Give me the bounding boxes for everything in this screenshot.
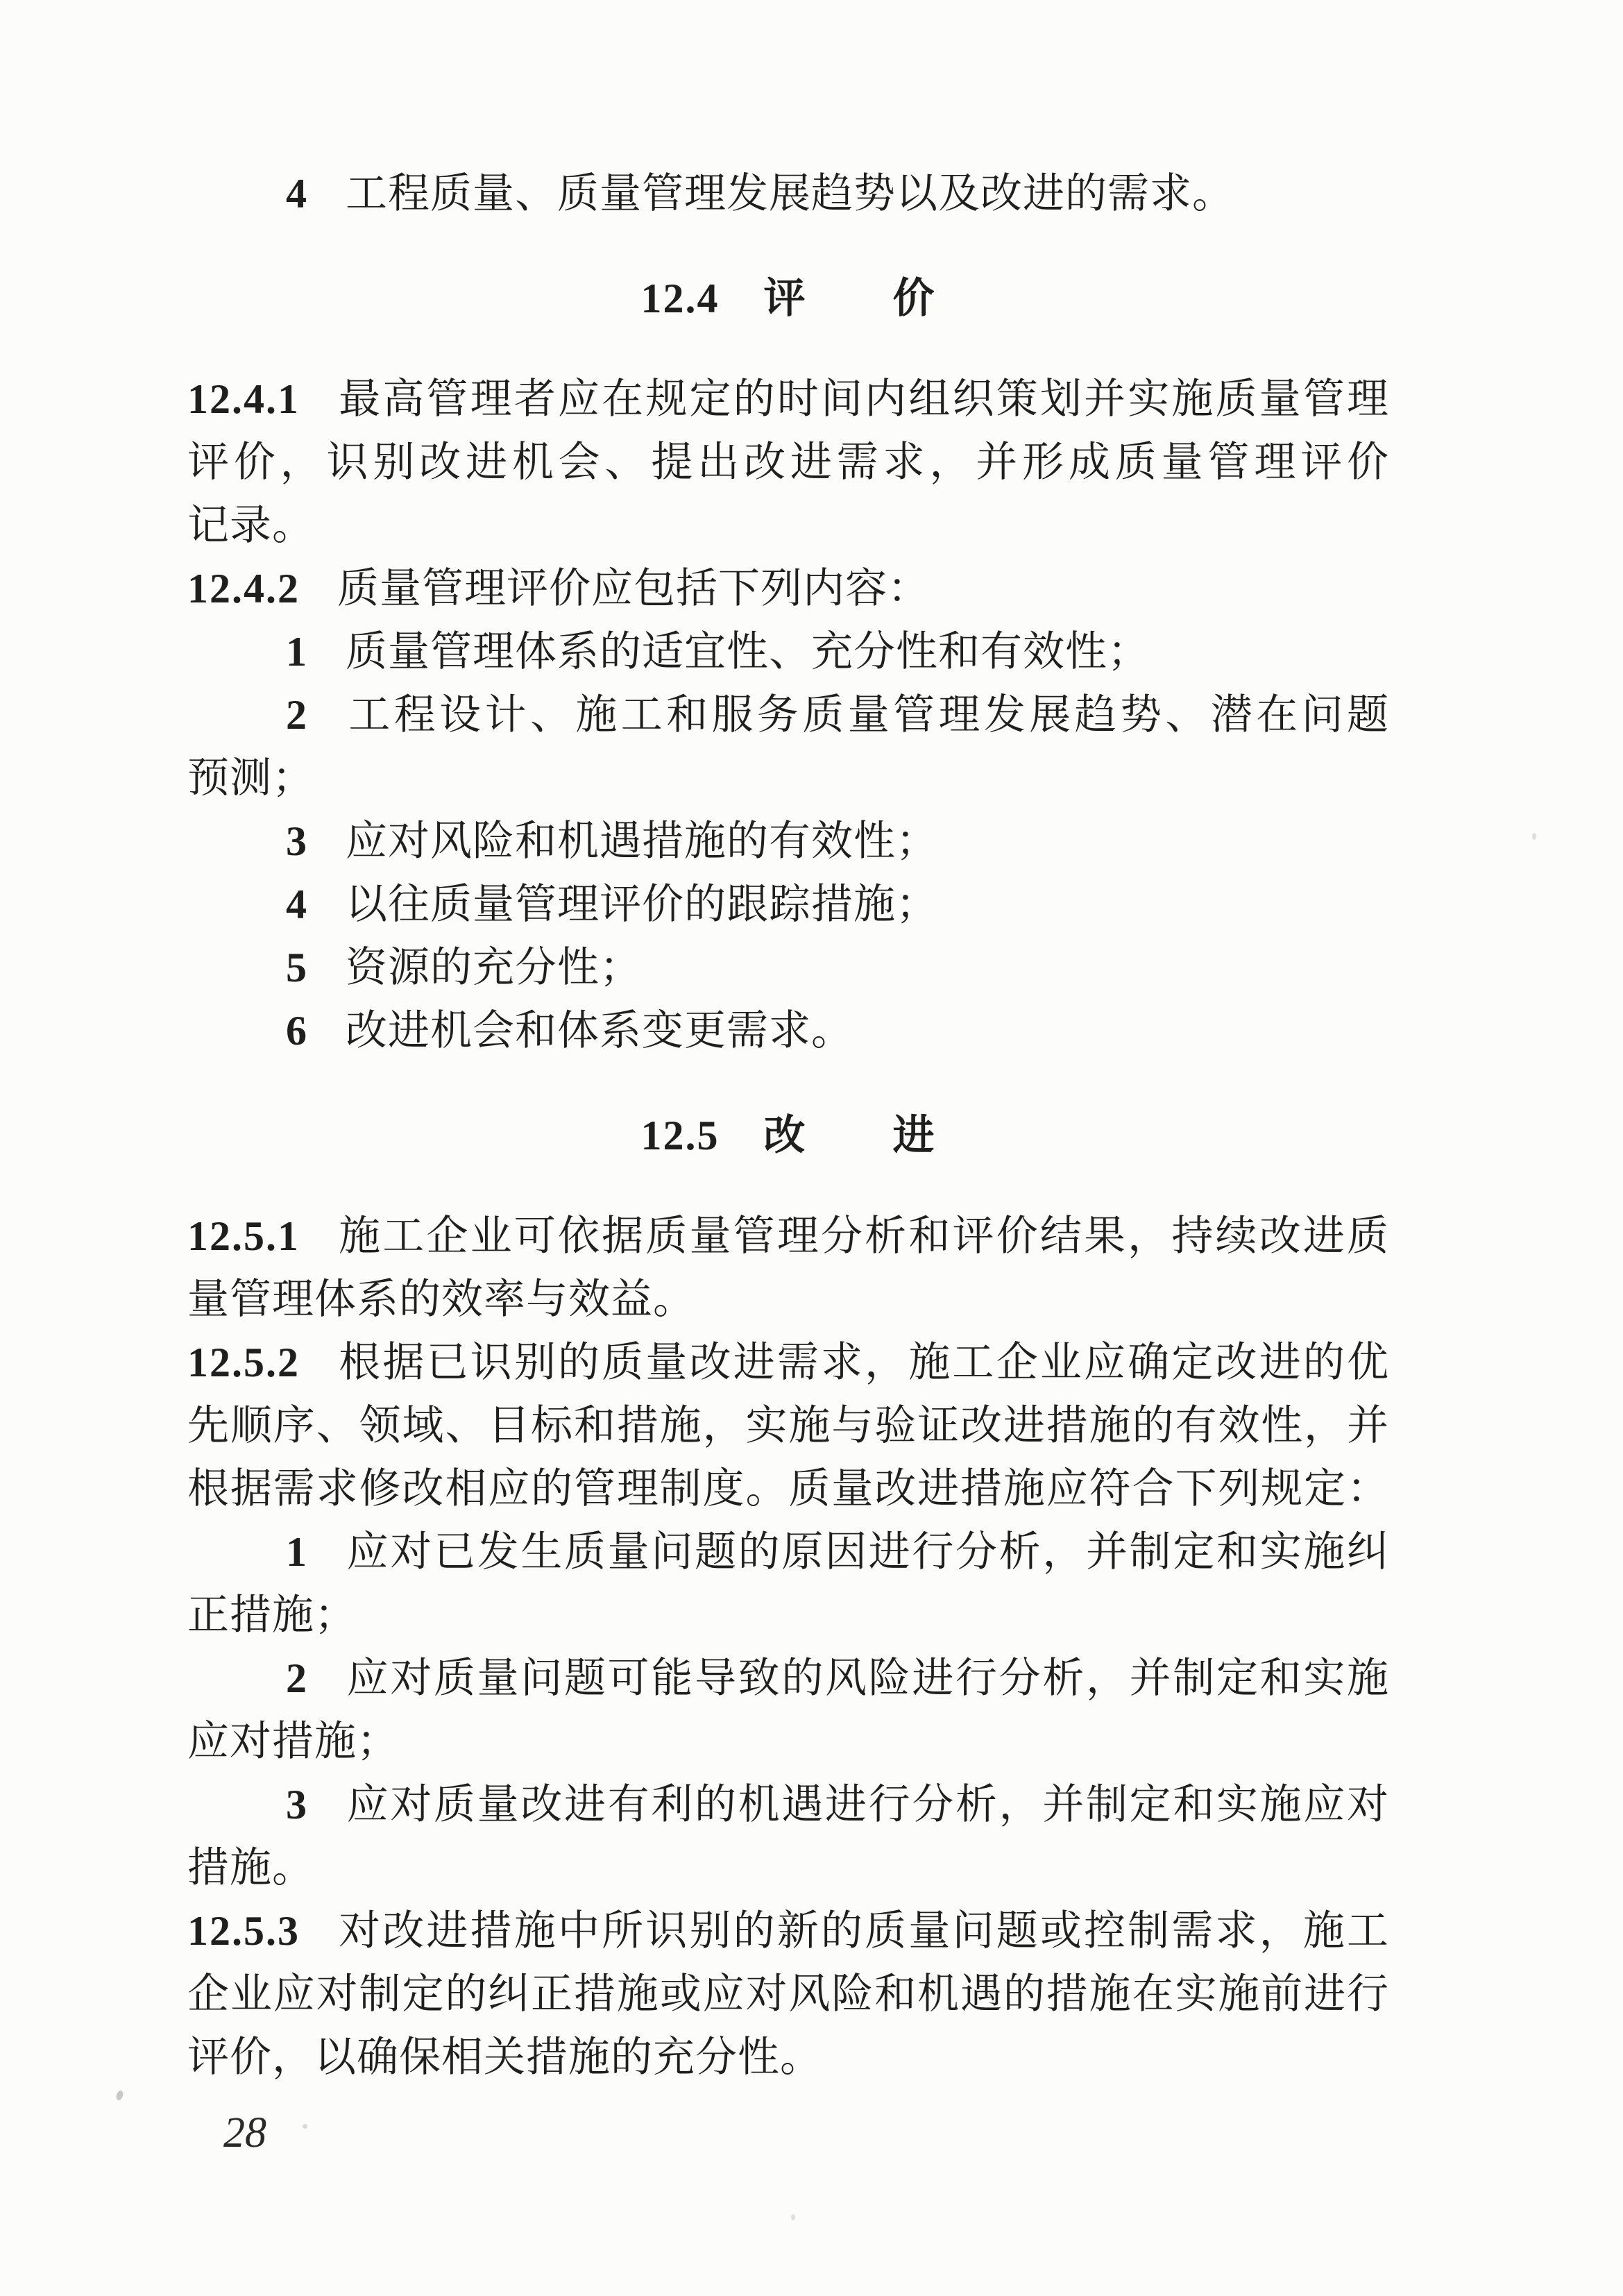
item-number: 2 [286, 1655, 308, 1701]
list-item-line [187, 1521, 1389, 1584]
clause-number: 12.5.2 [187, 1340, 300, 1385]
line-text: 根据需求修改相应的管理制度。质量改进措施应符合下列规定： [187, 1466, 1389, 1512]
line-text: 工程质量、质量管理发展趋势以及改进的需求。 [346, 171, 1234, 217]
clause-number: 12.5.3 [187, 1908, 300, 1954]
continuation-line [187, 494, 1389, 557]
list-item-line [187, 1647, 1389, 1710]
section-title: 评 价 [763, 276, 936, 321]
scan-speckle [791, 2214, 795, 2220]
section-heading [187, 1104, 1389, 1167]
line-text: 先顺序、领域、目标和措施，实施与验证改进措施的有效性，并 [187, 1403, 1389, 1449]
line-text: 应对质量改进有利的机遇进行分析，并制定和实施应对 [346, 1782, 1389, 1827]
continuation-line [187, 1710, 1389, 1773]
scan-speckle [1532, 833, 1536, 840]
section-number: 12.4 [640, 276, 720, 321]
item-number: 3 [286, 818, 308, 864]
list-item-line [187, 684, 1389, 747]
line-text: 质量管理体系的适宜性、充分性和有效性； [346, 629, 1150, 675]
item-number: 2 [286, 692, 308, 738]
line-text: 应对已发生质量问题的原因进行分析，并制定和实施纠 [346, 1529, 1389, 1575]
section-heading [187, 267, 1389, 330]
list-item-line [187, 621, 1389, 684]
item-number: 6 [286, 1008, 308, 1054]
line-text: 正措施； [187, 1592, 357, 1638]
line-text: 对改进措施中所识别的新的质量问题或控制需求，施工 [337, 1908, 1389, 1954]
continuation-line [187, 747, 1389, 810]
line-text: 施工企业可依据质量管理分析和评价结果，持续改进质 [337, 1213, 1389, 1259]
continuation-line [187, 1837, 1389, 1900]
line-text: 应对质量问题可能导致的风险进行分析，并制定和实施 [346, 1655, 1389, 1701]
continuation-line [187, 2026, 1389, 2089]
line-text: 量管理体系的效率与效益。 [187, 1276, 695, 1322]
line-text: 应对风险和机遇措施的有效性； [346, 818, 938, 864]
item-number: 5 [286, 945, 308, 990]
section-title: 改 进 [763, 1113, 936, 1158]
line-text: 应对措施； [187, 1719, 399, 1764]
clause-number: 12.5.1 [187, 1213, 300, 1259]
line-text: 改进机会和体系变更需求。 [346, 1008, 853, 1054]
text-column [187, 162, 1389, 2089]
clause-line [187, 1205, 1389, 1268]
list-item-line [187, 873, 1389, 936]
continuation-line [187, 1458, 1389, 1521]
clause-line [187, 1331, 1389, 1394]
continuation-line [187, 431, 1389, 494]
line-text: 预测； [187, 755, 314, 801]
list-item-line [187, 810, 1389, 873]
clause-line [187, 557, 1389, 621]
continuation-line [187, 1268, 1389, 1331]
line-text: 措施。 [187, 1845, 314, 1891]
scan-speckle [303, 2124, 307, 2129]
line-text: 工程设计、施工和服务质量管理发展趋势、潜在问题 [346, 692, 1389, 738]
item-number: 1 [286, 1529, 308, 1575]
page-number: 28 [223, 2109, 266, 2156]
clause-number: 12.4.2 [187, 566, 300, 611]
line-text: 以往质量管理评价的跟踪措施； [346, 881, 938, 927]
item-number: 4 [286, 881, 308, 927]
clause-number: 12.4.1 [187, 376, 300, 422]
continuation-line [187, 1394, 1389, 1458]
clause-line [187, 1900, 1389, 1963]
continuation-line [187, 1963, 1389, 2026]
line-text: 记录。 [187, 503, 314, 548]
line-text: 质量管理评价应包括下列内容： [337, 566, 930, 611]
line-text: 资源的充分性； [346, 945, 642, 990]
continuation-line [187, 1584, 1389, 1647]
item-number: 3 [286, 1782, 308, 1827]
list-item-line [187, 1773, 1389, 1837]
line-text: 最高管理者应在规定的时间内组织策划并实施质量管理 [337, 376, 1389, 422]
line-text: 评价，识别改进机会、提出改进需求，并形成质量管理评价 [187, 439, 1389, 485]
line-text: 根据已识别的质量改进需求，施工企业应确定改进的优 [337, 1340, 1389, 1385]
line-text: 企业应对制定的纠正措施或应对风险和机遇的措施在实施前进行 [187, 1971, 1389, 2017]
list-item-line [187, 162, 1389, 226]
list-item-line [187, 936, 1389, 999]
list-item-line [187, 999, 1389, 1063]
item-number: 1 [286, 629, 308, 675]
line-text: 评价，以确保相关措施的充分性。 [187, 2034, 822, 2080]
scan-speckle [115, 2090, 124, 2101]
section-number: 12.5 [640, 1113, 720, 1158]
item-number: 4 [286, 171, 308, 217]
clause-line [187, 368, 1389, 431]
